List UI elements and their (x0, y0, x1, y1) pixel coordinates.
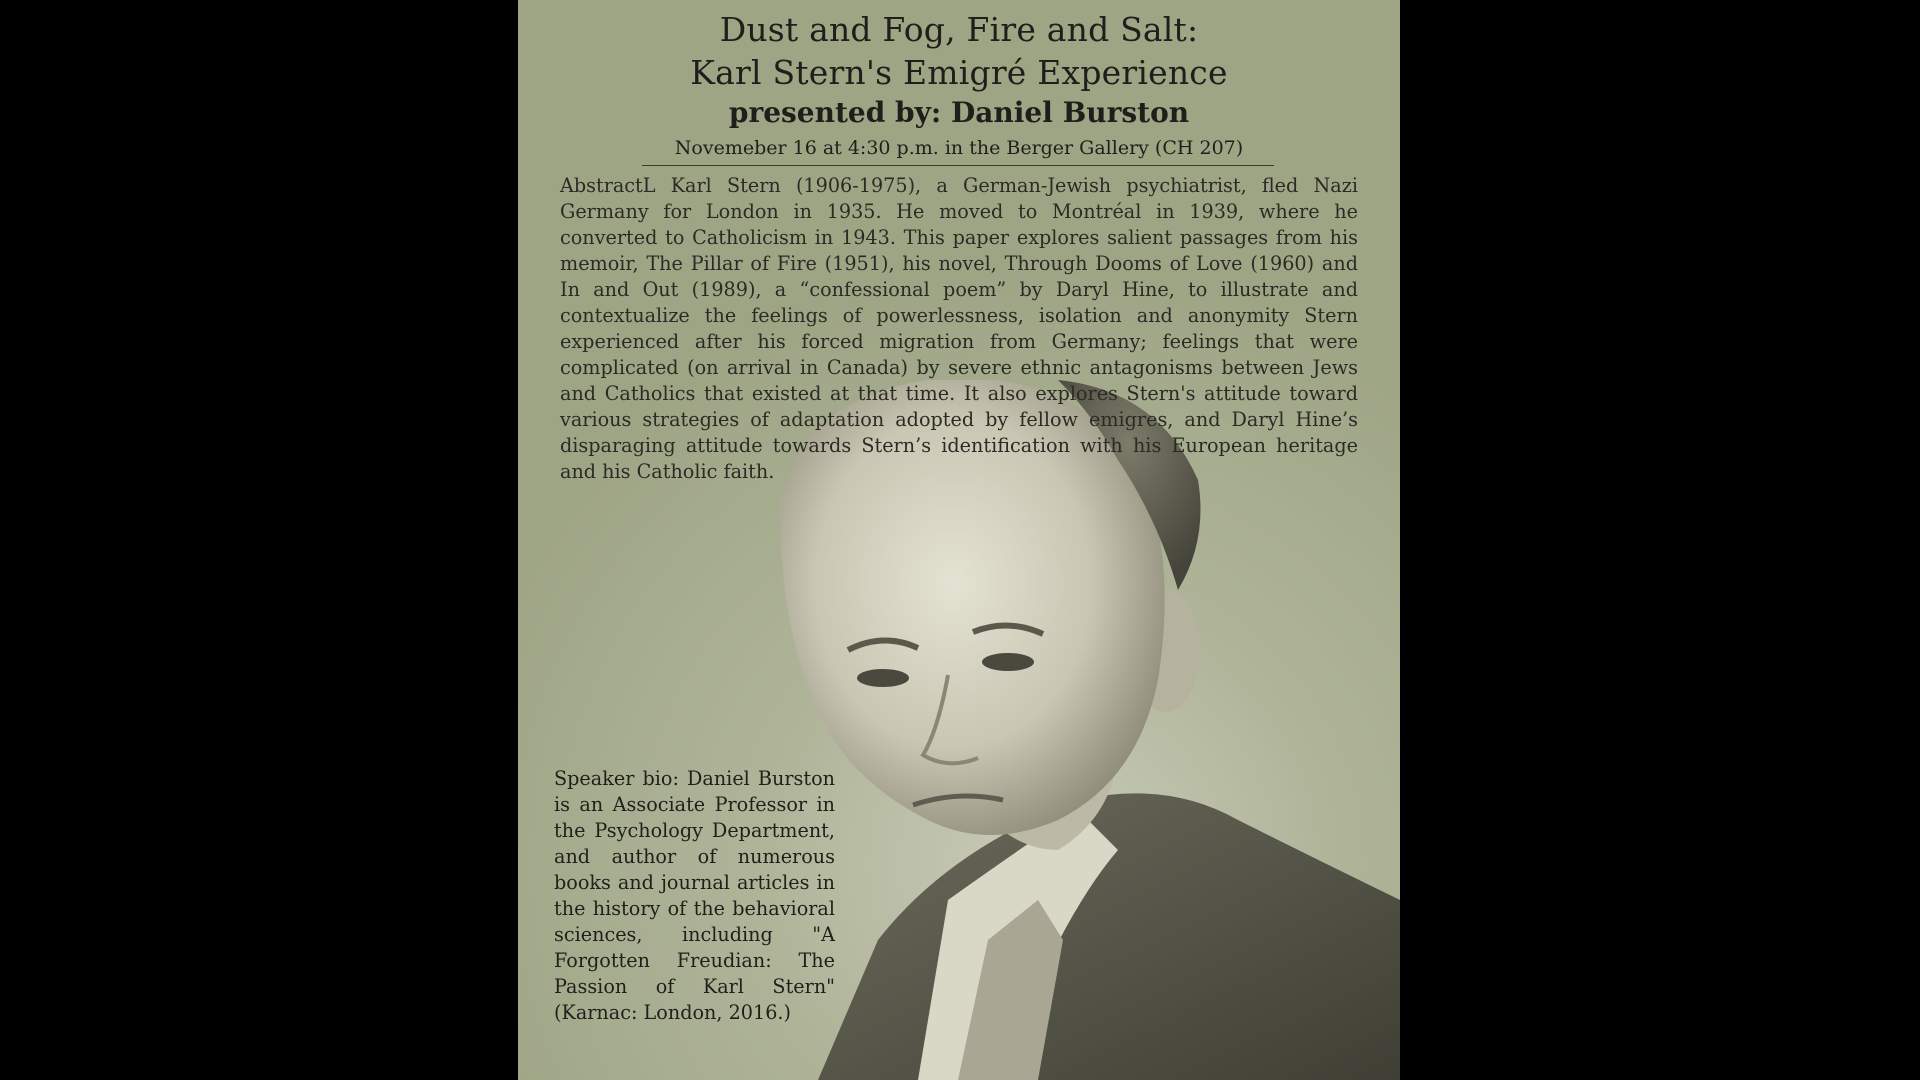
poster-header (518, 8, 1400, 162)
event-poster (518, 0, 1400, 1080)
poster-title-line-1: Dust and Fog, Fire and Salt: (719, 10, 1199, 49)
right-eye-shape (982, 653, 1034, 671)
left-eye-shape (857, 669, 909, 687)
abstract-paragraph: AbstractL Karl Stern (1906-1975), a German-Jewish psychiatrist, fled Nazi Germany for London in 1935. He moved to Montréal in 1939, where he converted to Catholicism in 1943. This paper explores salient passages from his memoir, The Pillar of Fire (1951), his novel, Through Dooms of Love (1960) and In and Out (1989), a “confessional poem” by Daryl Hine, to illustrate and contextualize the feelings of powerlessness, isolation and anonymity Stern experienced after his forced migration from Germany; feelings that were complicated (on arrival in Canada) by severe ethnic antagonisms between Jews and Catholics that existed at that time. It also explores Stern's attitude toward various strategies of adaptation adopted by fellow emigres, and Daryl Hine’s disparaging attitude towards Stern’s identification with his European heritage and his Catholic faith. (560, 174, 1358, 483)
event-date-location: Novemeber 16 at 4:30 p.m. in the Berger Gallery (CH 207) (674, 137, 1244, 159)
speaker-bio-paragraph: Speaker bio: Daniel Burston is an Associate Professor in the Psychology Department, and author of numerous books and journal articles in the history of the behavioral sciences, including "A Forgotten Freudian: The Passion of Karl Stern" (Karnac: London, 2016.) (554, 767, 835, 1024)
poster-title-line-2: Karl Stern's Emigré Experience (690, 53, 1228, 92)
presenter-line: presented by: Daniel Burston (728, 96, 1190, 129)
header-divider (642, 165, 1274, 166)
suit-shape (818, 793, 1400, 1080)
